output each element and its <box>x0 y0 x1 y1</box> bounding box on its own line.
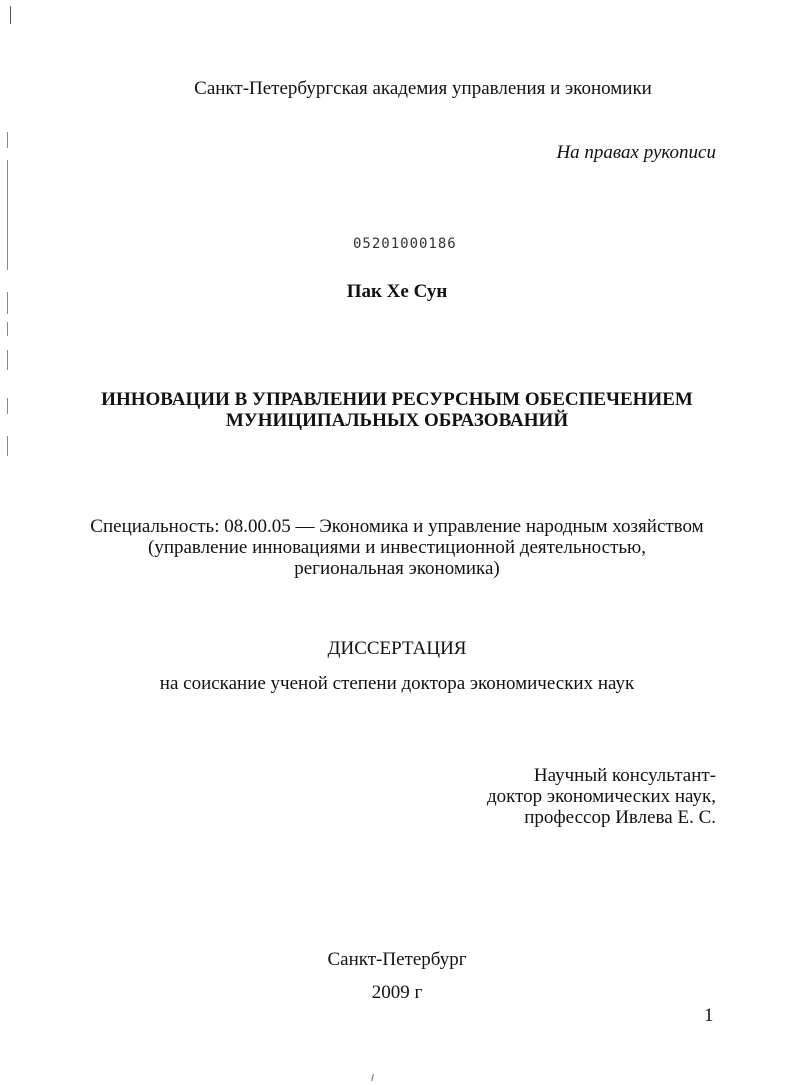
manuscript-note: На правах рукописи <box>556 142 716 163</box>
scan-edge-mark <box>7 132 8 148</box>
scan-edge-mark <box>7 350 8 370</box>
dissertation-title-line-1: ИННОВАЦИИ В УПРАВЛЕНИИ РЕСУРСНЫМ ОБЕСПЕЧЕНИЕМ <box>101 389 693 410</box>
year: 2009 г <box>371 982 423 1003</box>
scan-edge-mark <box>7 160 8 270</box>
author-name: Пак Хе Сун <box>346 281 448 302</box>
archive-stamp-code: 05201000186 <box>353 236 457 252</box>
advisor-line-3: профессор Ивлева Е. С. <box>524 807 716 828</box>
scan-artifact-mark <box>10 6 11 24</box>
city: Санкт-Петербург <box>327 949 467 970</box>
specialty-line-2: (управление инновациями и инвестиционной деятельностью, <box>148 537 646 558</box>
work-type-heading: ДИССЕРТАЦИЯ <box>327 638 467 659</box>
institution-name: Санкт-Петербургская академия управления и экономики <box>194 78 652 99</box>
scan-edge-mark <box>7 322 8 336</box>
advisor-line-1: Научный консультант- <box>533 765 716 786</box>
specialty-line-1: Специальность: 08.00.05 — Экономика и управление народным хозяйством <box>90 516 704 537</box>
scan-artifact-tick <box>371 1074 374 1081</box>
degree-purpose: на соискание ученой степени доктора экономических наук <box>159 673 635 694</box>
page-number: 1 <box>704 1005 714 1026</box>
scan-edge-mark <box>7 436 8 456</box>
advisor-line-2: доктор экономических наук, <box>486 786 716 807</box>
specialty-line-3: региональная экономика) <box>294 558 500 579</box>
dissertation-title-line-2: МУНИЦИПАЛЬНЫХ ОБРАЗОВАНИЙ <box>225 410 569 431</box>
